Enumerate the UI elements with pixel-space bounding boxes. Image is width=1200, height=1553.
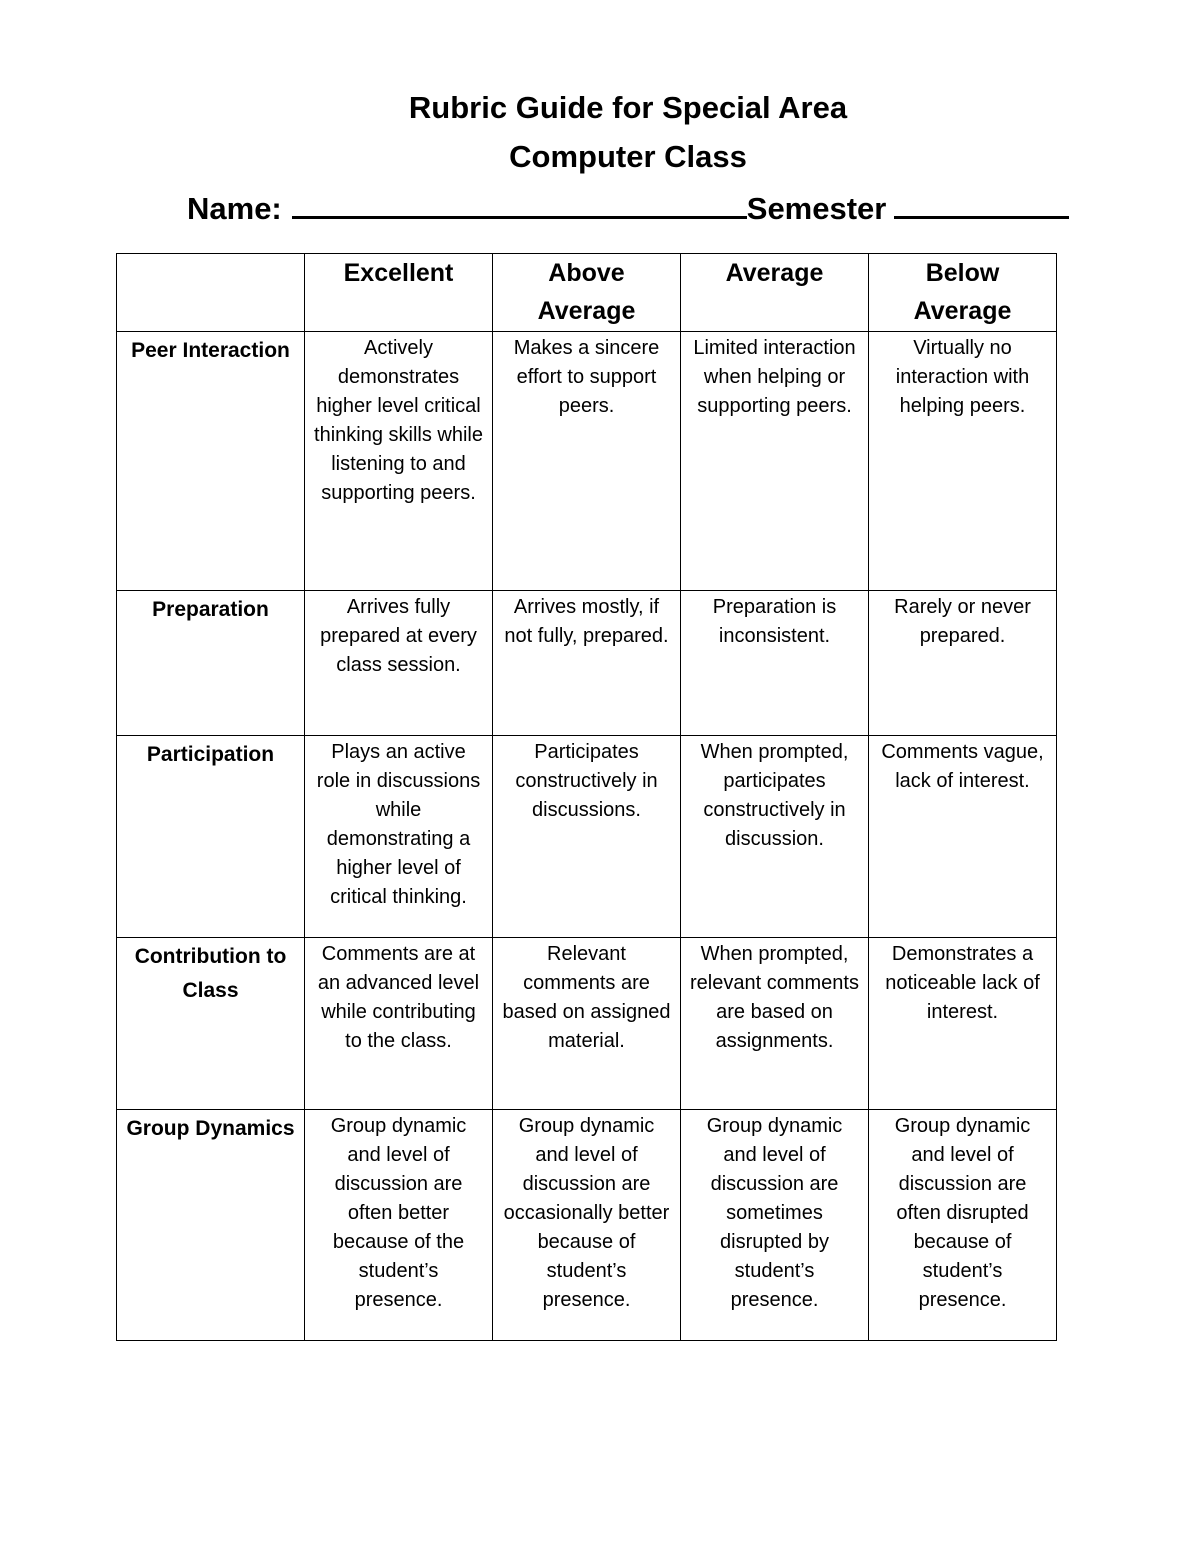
criterion-label: Contribution to Class	[117, 938, 305, 1110]
table-header-row	[117, 254, 1057, 332]
rubric-cell-excellent: Group dynamic and level of discussion are often better because of the student’s presence.	[305, 1110, 493, 1341]
column-header-empty	[117, 254, 305, 332]
rubric-cell-average: Preparation is inconsistent.	[681, 591, 869, 736]
rubric-cell-excellent: Arrives fully prepared at every class session.	[305, 591, 493, 736]
name-blank-field[interactable]	[292, 186, 747, 219]
document-title: Rubric Guide for Special Area	[408, 90, 848, 125]
column-header-excellent: Excellent	[305, 254, 493, 332]
column-header-above-average: Above Average	[493, 254, 681, 332]
rubric-cell-excellent: Actively demonstrates higher level critical thinking skills while listening to and supporting peers.	[305, 332, 493, 591]
rubric-cell-average: Group dynamic and level of discussion are sometimes disrupted by student’s presence.	[681, 1110, 869, 1341]
column-header-below-average: Below Average	[869, 254, 1057, 332]
rubric-cell-above-average: Arrives mostly, if not fully, prepared.	[493, 591, 681, 736]
document-subtitle: Computer Class	[509, 139, 747, 174]
rubric-cell-below-average: Comments vague, lack of interest.	[869, 736, 1057, 938]
rubric-cell-above-average: Participates constructively in discussions.	[493, 736, 681, 938]
rubric-cell-excellent: Comments are at an advanced level while contributing to the class.	[305, 938, 493, 1110]
table-row	[117, 332, 1057, 591]
rubric-cell-excellent: Plays an active role in discussions while demonstrating a higher level of critical thinking.	[305, 736, 493, 938]
criterion-label: Group Dynamics	[117, 1110, 305, 1341]
table-row	[117, 938, 1057, 1110]
rubric-cell-above-average: Group dynamic and level of discussion are occasionally better because of student’s presence.	[493, 1110, 681, 1341]
semester-label: Semester	[746, 191, 887, 226]
table-row	[117, 736, 1057, 938]
criterion-label: Participation	[117, 736, 305, 938]
rubric-cell-below-average: Rarely or never prepared.	[869, 591, 1057, 736]
column-header-average: Average	[681, 254, 869, 332]
rubric-cell-below-average: Virtually no interaction with helping peers.	[869, 332, 1057, 591]
rubric-cell-above-average: Makes a sincere effort to support peers.	[493, 332, 681, 591]
rubric-cell-above-average: Relevant comments are based on assigned material.	[493, 938, 681, 1110]
criterion-label: Preparation	[117, 591, 305, 736]
rubric-cell-below-average: Group dynamic and level of discussion are often disrupted because of student’s presence.	[869, 1110, 1057, 1341]
table-row	[117, 591, 1057, 736]
rubric-table	[116, 253, 1057, 1341]
rubric-cell-below-average: Demonstrates a noticeable lack of interest.	[869, 938, 1057, 1110]
rubric-cell-average: When prompted, participates constructively in discussion.	[681, 736, 869, 938]
criterion-label: Peer Interaction	[117, 332, 305, 591]
semester-blank-field[interactable]	[894, 186, 1069, 219]
name-semester-line	[187, 186, 1069, 229]
name-label: Name:	[187, 191, 282, 226]
rubric-cell-average: When prompted, relevant comments are based on assignments.	[681, 938, 869, 1110]
rubric-cell-average: Limited interaction when helping or supporting peers.	[681, 332, 869, 591]
table-row	[117, 1110, 1057, 1341]
